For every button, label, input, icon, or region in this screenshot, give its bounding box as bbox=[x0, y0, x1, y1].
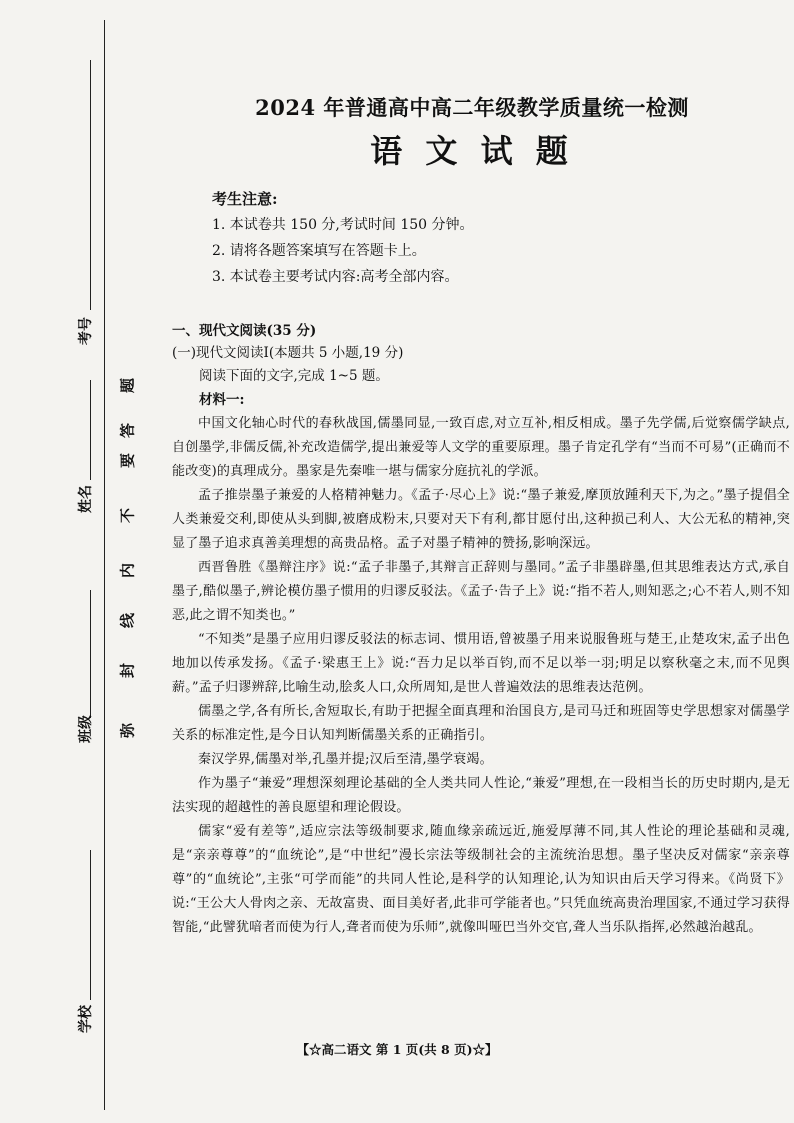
paragraph: 中国文化轴心时代的春秋战国,儒墨同显,一致百虑,对立互补,相反相成。墨子先学儒,后觉察儒学缺点,自创墨学,非儒反儒,补充改造儒学,提出兼爱等人文学的重要原理。墨子肯定孔学有“当而不可易”(正确而不能改变)的真理成分。墨家是先秦唯一堪与儒家分庭抗礼的学派。 bbox=[172, 416, 790, 479]
seal-char: 不 bbox=[118, 508, 137, 524]
school-field[interactable] bbox=[72, 850, 98, 1040]
exam-id-field[interactable] bbox=[72, 60, 98, 360]
exam-title: 2024 年普通高中高二年级教学质量统一检测 bbox=[255, 95, 689, 120]
name-field[interactable] bbox=[72, 380, 98, 513]
paragraph: “不知类”是墨子应用归谬反驳法的标志词、惯用语,曾被墨子用来说服鲁班与楚王,止楚攻宋,孟子出色地加以传承发扬。《孟子·梁惠王上》说:“吾力足以举百钧,而不足以举一羽;明足以察秋毫之末,而不见舆薪。”孟子归谬辨辞,比喻生动,脍炙人口,众所周知,是世人普遍效法的思维表达范例。 bbox=[172, 632, 790, 695]
section-heading: 一、现代文阅读(35 分) bbox=[172, 323, 317, 339]
notice-item: 2. 请将各题答案填写在答题卡上。 bbox=[212, 243, 426, 259]
candidate-notice bbox=[212, 186, 772, 290]
section-reading bbox=[172, 320, 790, 940]
notice-heading: 考生注意: bbox=[212, 190, 278, 208]
school-label: 学校 bbox=[78, 1005, 94, 1033]
seal-char: 内 bbox=[118, 563, 137, 579]
notice-item: 3. 本试卷主要考试内容:高考全部内容。 bbox=[212, 269, 459, 285]
paragraph: 西晋鲁胜《墨辩注序》说:“孟子非墨子,其辩言正辞则与墨同。”孟子非墨辟墨,但其思维表达方式,承自墨子,酷似墨子,辨论模仿墨子惯用的归谬反驳法。《孟子·告子上》说:“指不若人,则知恶之;心不若人,则不知恶,此之谓不知类也。” bbox=[172, 560, 790, 623]
class-label: 班级 bbox=[78, 715, 94, 743]
paragraph: 孟子推崇墨子兼爱的人格精神魅力。《孟子·尽心上》说:“墨子兼爱,摩顶放踵利天下,为之。”墨子提倡全人类兼爱交利,即使从头到脚,被磨成粉末,只要对天下有利,都甘愿付出,这种损己利人、大公无私的精神,突显了墨子追求真善美理想的高贵品格。孟子对墨子精神的赞扬,影响深远。 bbox=[172, 488, 790, 551]
seal-char: 要 bbox=[118, 453, 137, 469]
main-content bbox=[172, 92, 772, 290]
class-underline bbox=[90, 590, 91, 718]
exam-id-label: 考号 bbox=[78, 317, 94, 345]
name-label: 姓名 bbox=[78, 485, 94, 513]
material-label: 材料一: bbox=[199, 392, 245, 408]
seal-char: 封 bbox=[118, 663, 137, 679]
seal-char: 线 bbox=[118, 613, 137, 629]
page-footer: 【☆高二语文 第 1 页(共 8 页)☆】 bbox=[296, 1042, 498, 1057]
school-underline bbox=[90, 850, 91, 1000]
paragraph: 儒墨之学,各有所长,舍短取长,有助于把握全面真理和治国良方,是司马迁和班固等史学思想家对儒墨学关系的标准定性,是今日认知判断儒墨关系的正确指引。 bbox=[172, 704, 790, 743]
notice-item: 1. 本试卷共 150 分,考试时间 150 分钟。 bbox=[212, 217, 474, 233]
seal-char: 答 bbox=[118, 423, 137, 439]
class-field[interactable] bbox=[72, 590, 98, 780]
paragraph: 儒家“爱有差等”,适应宗法等级制要求,随血缘亲疏远近,施爱厚薄不同,其人性论的理论基础和灵魂,是“亲亲尊尊”的“血统论”,是“中世纪”漫长宗法等级制社会的主流统治思想。墨子坚决反对儒家“亲亲尊尊”的“血统论”,主张“可学而能”的共同人性论,是科学的认知理论,认为知识由后天学习得来。《尚贤下》说:“王公大人骨肉之亲、无故富贵、面目美好者,此非可学能者也。”只凭血统高贵治理国家,不通过学习获得智能,“此譬犹喑者而使为行人,聋者而使为乐师”,就像叫哑巴当外交官,聋人当乐队指挥,必然越治越乱。 bbox=[172, 824, 790, 935]
seal-line bbox=[104, 20, 105, 1110]
section-subheading: (一)现代文阅读Ⅰ(本题共 5 小题,19 分) bbox=[172, 345, 404, 361]
name-underline bbox=[90, 380, 91, 480]
subject-title: 语 文 试 题 bbox=[370, 132, 574, 170]
seal-char: 题 bbox=[118, 378, 137, 394]
instruction: 阅读下面的文字,完成 1~5 题。 bbox=[199, 368, 389, 384]
exam-id-underline bbox=[90, 60, 91, 310]
seal-char: 弥 bbox=[118, 723, 137, 739]
binding-margin bbox=[0, 0, 150, 1123]
paragraph: 作为墨子“兼爱”理想深刻理论基础的全人类共同人性论,“兼爱”理想,在一段相当长的历史时期内,是无法实现的超越性的善良愿望和理论假设。 bbox=[172, 776, 790, 815]
paragraph: 秦汉学界,儒墨对举,孔墨并提;汉后至清,墨学衰竭。 bbox=[198, 752, 493, 767]
